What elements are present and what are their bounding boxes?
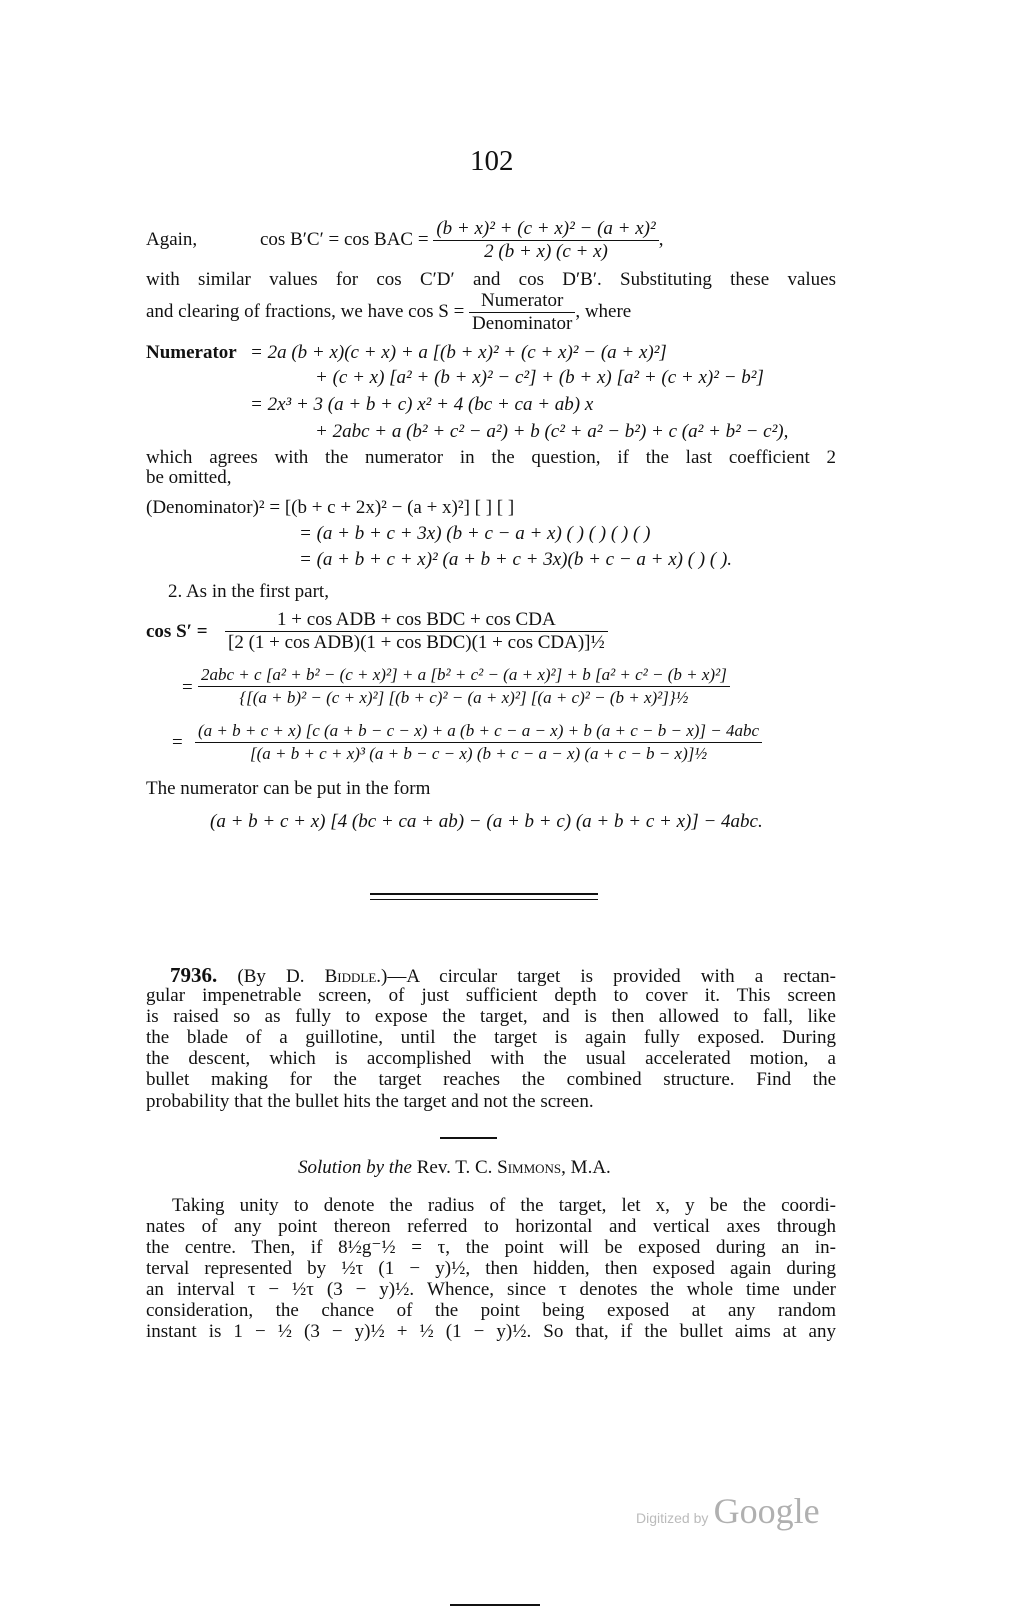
equals-sign: = xyxy=(172,732,183,753)
text-line: consideration, the chance of the point being exposed at any random xyxy=(146,1300,836,1321)
equation-line: + 2abc + a (b² + c² − a²) + b (c² + a² − b²) + c (a² + b² − c²), xyxy=(315,421,789,442)
fraction-body xyxy=(195,720,762,765)
text-line: The numerator can be put in the form xyxy=(146,778,431,799)
text-line: the descent, which is accomplished with the usual accelerated motion, a xyxy=(146,1048,836,1069)
google-logo: Google xyxy=(713,1491,820,1531)
text-line: instant is 1 − ½ (3 − y)½ + ½ (1 − y)½. So that, if the bullet aims at any xyxy=(146,1321,836,1342)
text-line: is raised so as fully to expose the target, and is then allowed to fall, like xyxy=(146,1006,836,1027)
text: (By D. xyxy=(237,966,325,987)
fraction-denominator: 2 (b + x) (c + x) xyxy=(484,241,608,262)
again-label: Again, xyxy=(146,229,198,250)
fraction xyxy=(469,290,575,335)
equation-line: = (a + b + c + x)² (a + b + c + 3x)(b + c − a + x) ( ) ( ). xyxy=(299,549,733,570)
fraction xyxy=(433,218,658,263)
equation-lhs: cos B′C′ = cos BAC = xyxy=(260,228,429,250)
solution-heading xyxy=(298,1157,611,1179)
cos-s-prime-label: cos S′ = xyxy=(146,621,208,642)
equation-cos-bc: cos B′C′ = cos BAC = $\frac{\text{(b + x)² + (c + x)² − (a + x)²}}{2 (b + x) (c + x)}$ , xyxy=(260,218,664,262)
text-line: terval represented by ½τ (1 − y)½, then hidden, then exposed again during xyxy=(146,1258,836,1279)
numerator-label: Numerator xyxy=(146,342,237,363)
fraction-denominator: [(a + b + c + x)³ (a + b − c − x) (b + c − a − x) (a + c − b − x)]½ xyxy=(249,744,708,763)
fraction-numerator: 2abc + c [a² + b² − (c + x)²] + a [b² + c² − (a + x)²] + b [a² + c² − (b + x)²] xyxy=(198,664,730,687)
text-line: gular impenetrable screen, of just sufficient depth to cover it. This screen xyxy=(146,985,836,1006)
divider-rule xyxy=(440,1137,497,1139)
fraction-numerator: (b + x)² + (c + x)² − (a + x)² xyxy=(433,218,658,241)
fraction xyxy=(198,664,730,709)
author-name: Simmons xyxy=(497,1157,562,1178)
text: Solution by the xyxy=(298,1157,412,1178)
divider-rule xyxy=(450,1604,540,1606)
equation-line: = 2x³ + 3 (a + b + c) x² + 4 (bc + ca + ab) x xyxy=(250,394,594,415)
fraction-body xyxy=(198,664,730,709)
text-line: which agrees with the numerator in the question, if the last coefficient 2 xyxy=(146,447,836,468)
text-line: bullet making for the target reaches the combined structure. Find the xyxy=(146,1069,836,1090)
text: and clearing of fractions, we have cos S = xyxy=(146,300,465,322)
equation-line: = 2a (b + x)(c + x) + a [(b + x)² + (c + x)² − (a + x)²] xyxy=(250,342,667,363)
fraction-denominator: Denominator xyxy=(472,313,573,334)
equation-line: (a + b + c + x) [4 (bc + ca + ab) − (a + b + c) (a + b + c + x)] − 4abc. xyxy=(210,811,763,832)
equals-sign: = xyxy=(182,677,193,698)
fraction-numerator: 1 + cos ADB + cos BDC + cos CDA xyxy=(225,609,608,632)
text-line: Taking unity to denote the radius of the target, let x, y be the coordi- xyxy=(172,1195,836,1216)
fraction-numerator: Numerator xyxy=(469,290,575,313)
text-line: probability that the bullet hits the target and not the screen. xyxy=(146,1091,594,1112)
text: .)—A circular target is provided with a rectan- xyxy=(376,966,837,987)
fraction-denominator: [2 (1 + cos ADB)(1 + cos BDC)(1 + cos CDA)]½ xyxy=(228,632,605,653)
fraction xyxy=(195,720,762,765)
text-line: be omitted, xyxy=(146,467,232,488)
watermark-prefix: Digitized by xyxy=(636,1510,709,1526)
text-line-cos-s xyxy=(146,290,631,335)
fraction xyxy=(225,609,608,654)
equation-line: = (a + b + c + 3x) (b + c − a + x) ( ) ( ) ( ) ( ) xyxy=(299,523,651,544)
divider-rule xyxy=(370,899,598,900)
page-number: 102 xyxy=(470,145,514,177)
equation-line: + (c + x) [a² + (b + x)² − c²] + (b + x) [a² + (c + x)² − b²] xyxy=(315,367,764,388)
equation-line: (Denominator)² = [(b + c + 2x)² − (a + x)²] [ ] [ ] xyxy=(146,497,515,518)
section-heading: 2. As in the first part, xyxy=(168,581,329,602)
fraction-denominator: {[(a + b)² − (c + x)²] [(b + c)² − (a + x)²] [(a + c)² − (b + x)²]}½ xyxy=(239,688,689,707)
text-line: with similar values for cos C′D′ and cos D′B′. Substituting these values xyxy=(146,269,836,290)
text-line: an interval τ − ½τ (3 − y)½. Whence, since τ denotes the whole time under xyxy=(146,1279,836,1300)
text: , where xyxy=(575,300,632,322)
author-name: Biddle xyxy=(324,966,377,987)
divider-rule xyxy=(370,893,598,895)
problem-number: 7936. xyxy=(170,963,218,987)
text-line: the centre. Then, if 8½g⁻½ = τ, the point will be exposed during an in- xyxy=(146,1237,836,1258)
text-line: nates of any point thereon referred to horizontal and vertical axes through xyxy=(146,1216,836,1237)
text: Rev. T. C. xyxy=(416,1157,498,1178)
text-line: the blade of a guillotine, until the target is again fully exposed. During xyxy=(146,1027,836,1048)
digitized-watermark xyxy=(636,1491,820,1531)
text: , M.A. xyxy=(561,1157,611,1178)
fraction-body xyxy=(225,609,608,654)
fraction-numerator: (a + b + c + x) [c (a + b − c − x) + a (b + c − a − x) + b (a + c − b − x)] − 4abc xyxy=(195,720,762,743)
